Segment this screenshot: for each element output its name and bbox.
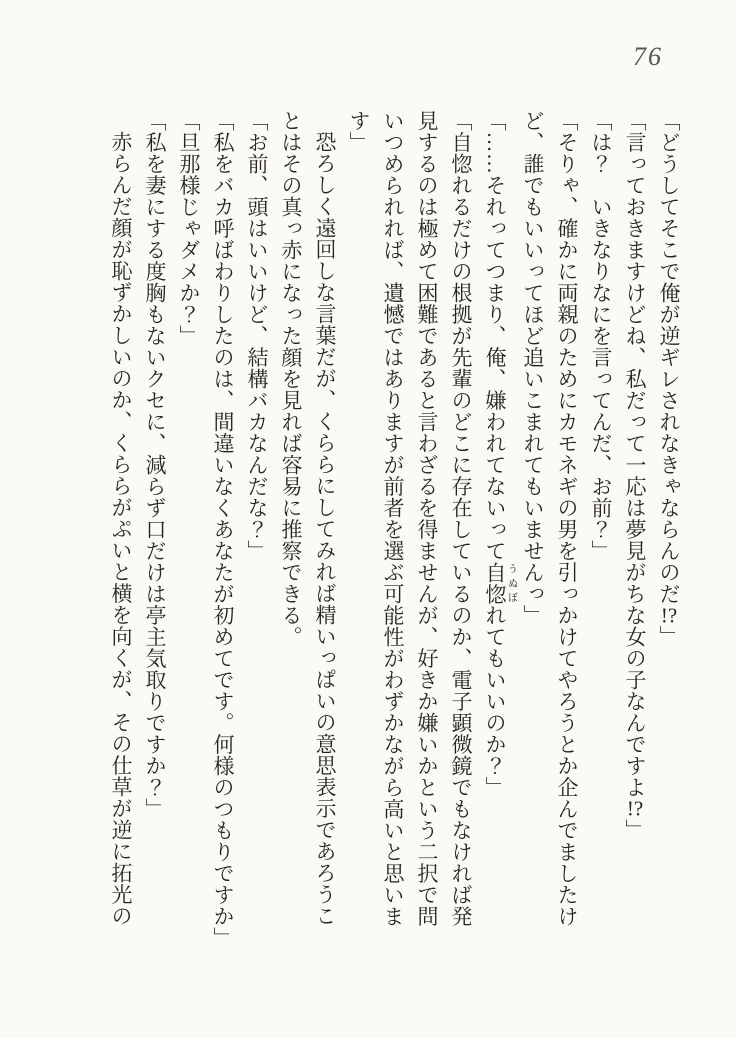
text-run: とはその真っ赤になった顔を見れば容易に推察できる。 — [279, 110, 303, 648]
text-run: 「お前、頭はいいけど、結構バカなんだな？」 — [245, 110, 269, 562]
text-area — [104, 110, 686, 949]
text-column — [618, 110, 652, 949]
text-run: 「旦那様じゃダメか？」 — [177, 110, 201, 347]
text-column — [444, 110, 478, 949]
text-run: ど、誰でもいいってほど追いこまれてもいませんっ」 — [521, 110, 545, 626]
text-run: 「そりゃ、確かに両親のためにカモネギの男を引っかけてやろうとか企んでましたけ — [555, 110, 579, 927]
text-column — [240, 110, 274, 949]
text-run: 恐ろしく遠回しな言葉だが、くららにしてみれば精いっぱいの意思表示であろうこ — [313, 131, 337, 927]
tate-chu-yoko-text: !? — [626, 798, 644, 819]
text-column — [138, 110, 172, 949]
text-run: いつめられれば、遺憾ではありますが前者を選ぶ可能性がわずかながら高いと思いま — [381, 110, 405, 927]
text-column — [376, 110, 410, 949]
text-run: す」 — [347, 110, 371, 153]
text-run: 「どうしてそこで俺が逆ギレされなきゃならんのだ — [657, 110, 681, 605]
text-run: 「……それってつまり、俺、嫌われてないって — [483, 110, 507, 562]
page-number: 76 — [633, 42, 663, 71]
text-column — [410, 110, 444, 949]
text-run: 「言っておきますけどね、私だって一応は夢見がちな女の子なんですよ — [623, 110, 647, 798]
text-run: 「私を妻にする度胸もないクセに、減らず口だけは亭主気取りですか？」 — [143, 110, 167, 820]
text-run: 」 — [657, 625, 681, 647]
text-run: 「私をバカ呼ばわりしたのは、間違いなくあなたが初めてです。何様のつもりですか」 — [211, 110, 235, 949]
text-column — [172, 110, 206, 949]
text-column — [652, 110, 686, 949]
text-column — [478, 110, 516, 949]
text-column — [104, 110, 138, 949]
text-column — [516, 110, 550, 949]
ruby-annotated-word: 自惚うぬぼ — [483, 561, 517, 605]
text-run: れてもいいのか？」 — [483, 604, 507, 798]
text-run: 」 — [623, 819, 647, 841]
text-run: 「自惚れるだけの根拠が先輩のどこに存在しているのか、電子顕微鏡でもなければ発 — [449, 110, 473, 927]
text-column — [274, 110, 308, 949]
text-column — [584, 110, 618, 949]
text-column — [342, 110, 376, 949]
text-column — [206, 110, 240, 949]
text-run: 「は？ いきなりなにを言ってんだ、お前？」 — [589, 110, 613, 562]
text-column — [308, 110, 342, 949]
text-run: 赤らんだ顔が恥ずかしいのか、くららがぷいと横を向くが、その仕草が逆に拓光の — [109, 131, 133, 927]
text-run: 見するのは極めて困難であると言わざるを得ませんが、好きか嫌いかという二択で問 — [415, 110, 439, 927]
tate-chu-yoko-text: !? — [660, 604, 678, 626]
text-column — [550, 110, 584, 949]
